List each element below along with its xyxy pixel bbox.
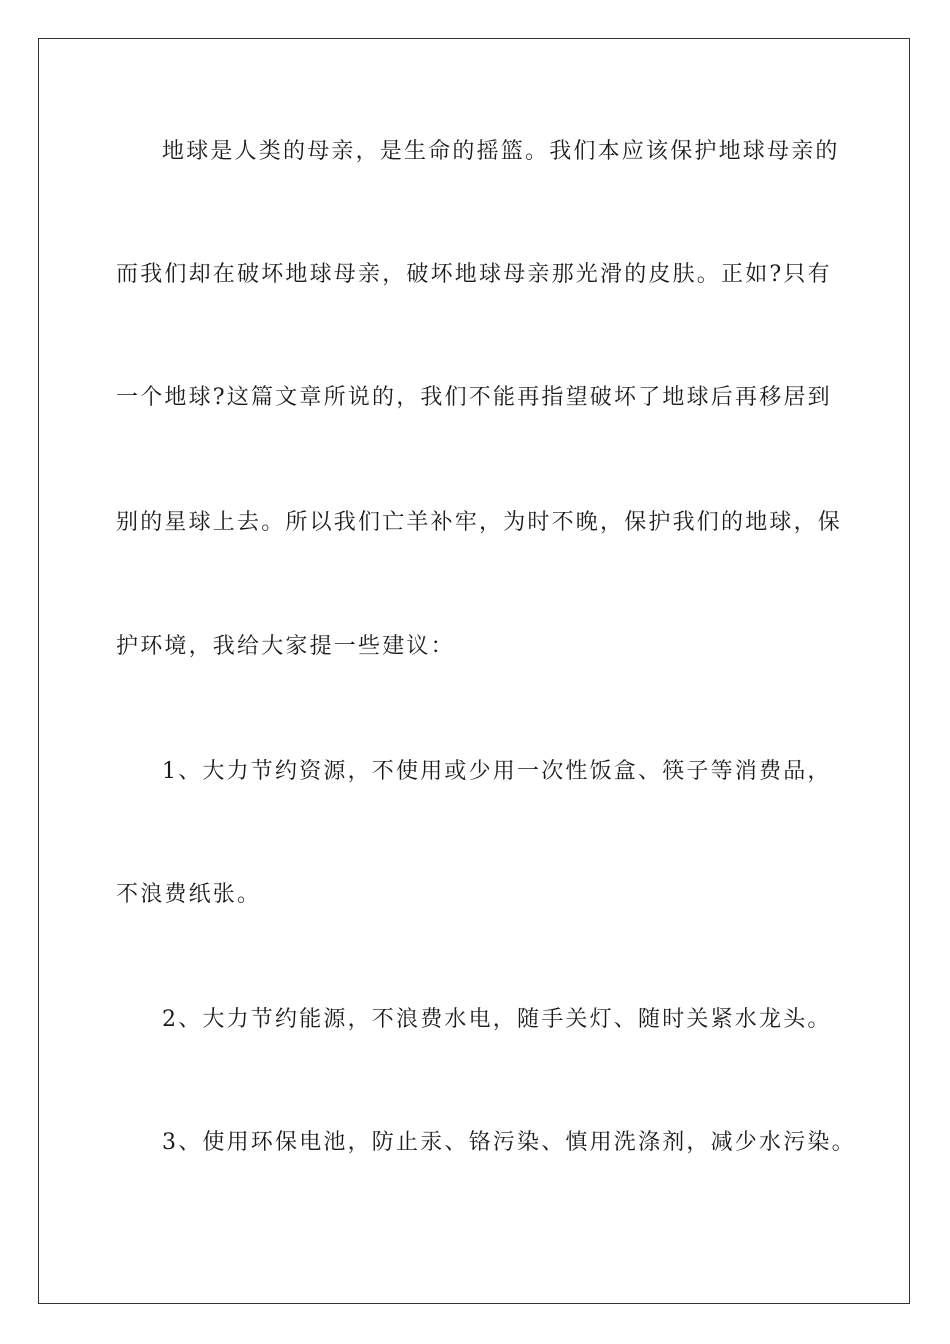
- suggestion-1-line-2: 不浪费纸张。: [116, 882, 262, 907]
- paragraph-line-1: 地球是人类的母亲，是生命的摇篮。我们本应该保护地球母亲的: [162, 139, 840, 164]
- suggestion-3: 3、使用环保电池，防止汞、铬污染、慎用洗涤剂，减少水污染。: [162, 1130, 856, 1155]
- paragraph-line-2: 而我们却在破坏地球母亲，破坏地球母亲那光滑的皮肤。正如?只有: [116, 262, 832, 287]
- page-border: [38, 38, 910, 1304]
- paragraph-line-4: 别的星球上去。所以我们亡羊补牢，为时不晚，保护我们的地球，保: [116, 510, 843, 535]
- suggestion-1-line-1: 1、大力节约资源，不使用或少用一次性饭盒、筷子等消费品，: [162, 759, 832, 784]
- paragraph-line-3: 一个地球?这篇文章所说的，我们不能再指望破坏了地球后再移居到: [116, 385, 832, 410]
- suggestion-2: 2、大力节约能源，不浪费水电，随手关灯、随时关紧水龙头。: [162, 1007, 832, 1032]
- paragraph-line-5: 护环境，我给大家提一些建议：: [116, 634, 455, 659]
